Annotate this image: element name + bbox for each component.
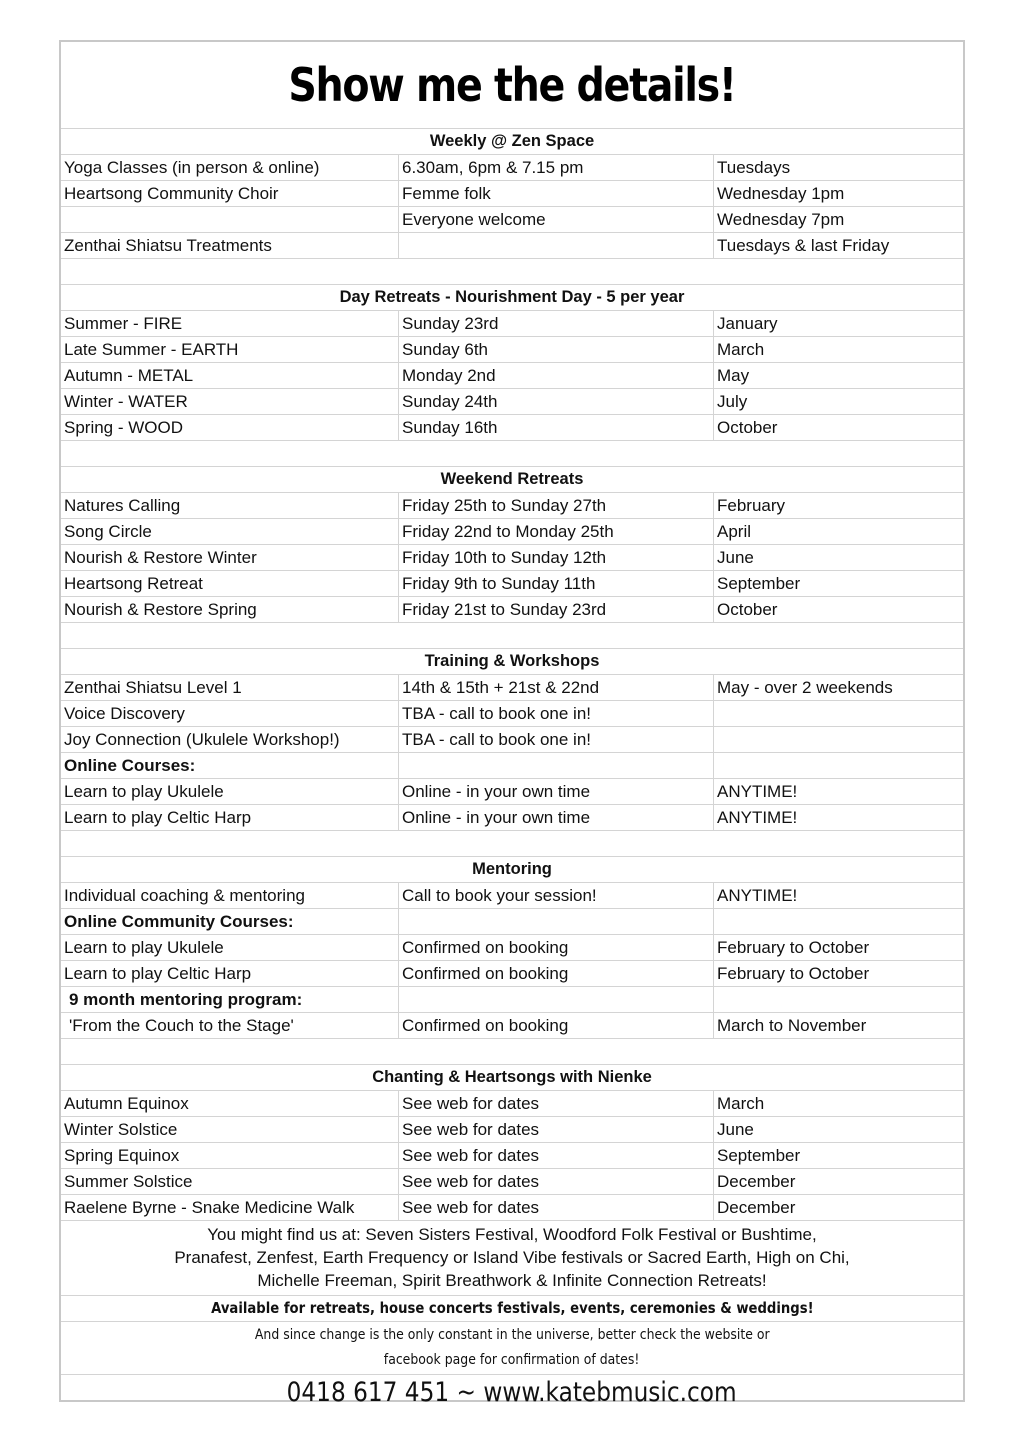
date-cell: Everyone welcome — [399, 207, 714, 232]
activity-cell: Voice Discovery — [61, 701, 399, 726]
activity-cell: Song Circle — [61, 519, 399, 544]
schedule-sheet — [59, 40, 965, 1408]
date-cell: Friday 9th to Sunday 11th — [399, 571, 714, 596]
availability-text: Available for retreats, house concerts festivals, events, ceremonies & weddings! — [210, 1299, 814, 1317]
date-cell: Monday 2nd — [399, 363, 714, 388]
activity-cell: Nourish & Restore Spring — [61, 597, 399, 622]
date-cell: Sunday 6th — [399, 337, 714, 362]
when-cell: February to October — [717, 964, 870, 983]
activity-cell: Learn to play Ukulele — [61, 935, 399, 960]
section-heading: Chanting & Heartsongs with Nienke — [61, 1064, 963, 1090]
table-row — [61, 388, 963, 414]
activity-cell: Spring - WOOD — [61, 415, 399, 440]
table-row — [61, 518, 963, 544]
when-cell: February to October — [717, 938, 870, 957]
when-cell: October — [717, 600, 778, 619]
activity-cell: Summer Solstice — [61, 1169, 399, 1194]
when-cell: September — [717, 1146, 801, 1165]
festival-line: Pranafest, Zenfest, Earth Frequency or Island Vibe festivals or Sacred Earth, High on Chi, — [174, 1248, 850, 1267]
table-row — [61, 934, 963, 960]
when-cell: December — [717, 1172, 796, 1191]
activity-cell: Autumn Equinox — [61, 1091, 399, 1116]
date-cell: Sunday 23rd — [399, 311, 714, 336]
when-cell: Wednesday 7pm — [717, 210, 845, 229]
availability-note — [61, 1295, 963, 1321]
when-cell: ANYTIME! — [717, 808, 798, 827]
change-notice — [61, 1321, 963, 1374]
contact-text: 0418 617 451 ~ www.katebmusic.com — [287, 1377, 737, 1408]
date-cell: Confirmed on booking — [399, 1013, 714, 1038]
section-heading: Day Retreats - Nourishment Day - 5 per year — [61, 284, 963, 310]
date-cell: See web for dates — [399, 1143, 714, 1168]
when-cell — [714, 987, 963, 1012]
contact-line — [61, 1374, 963, 1412]
section-heading: Weekly @ Zen Space — [61, 128, 963, 154]
section-heading: Training & Workshops — [61, 648, 963, 674]
activity-cell: Learn to play Celtic Harp — [61, 961, 399, 986]
when-cell: February — [717, 496, 786, 515]
date-cell: Confirmed on booking — [399, 935, 714, 960]
activity-cell: Heartsong Community Choir — [61, 181, 399, 206]
table-row — [61, 180, 963, 206]
table-row — [61, 986, 963, 1012]
date-cell — [399, 233, 714, 258]
table-row — [61, 1012, 963, 1038]
table-row — [61, 154, 963, 180]
when-cell: January — [717, 314, 778, 333]
when-cell: October — [717, 418, 778, 437]
table-row — [61, 336, 963, 362]
spacer-row — [61, 258, 963, 284]
when-cell: Wednesday 1pm — [717, 184, 845, 203]
activity-cell: Learn to play Celtic Harp — [61, 805, 399, 830]
date-cell: Friday 22nd to Monday 25th — [399, 519, 714, 544]
date-cell: 6.30am, 6pm & 7.15 pm — [399, 155, 714, 180]
table-row — [61, 596, 963, 622]
when-cell: May — [717, 366, 750, 385]
table-row — [61, 232, 963, 258]
table-row — [61, 960, 963, 986]
date-cell — [399, 753, 714, 778]
table-row — [61, 1090, 963, 1116]
table-row — [61, 752, 963, 778]
table-row — [61, 414, 963, 440]
date-cell: Online - in your own time — [399, 805, 714, 830]
table-row — [61, 1168, 963, 1194]
when-cell — [714, 727, 963, 752]
activity-cell: Joy Connection (Ukulele Workshop!) — [61, 727, 399, 752]
table-row — [61, 362, 963, 388]
when-cell: March — [717, 1094, 765, 1113]
table-row — [61, 1194, 963, 1220]
date-cell: Sunday 24th — [399, 389, 714, 414]
activity-cell: Summer - FIRE — [61, 311, 399, 336]
table-row — [61, 1116, 963, 1142]
activity-cell: Late Summer - EARTH — [61, 337, 399, 362]
date-cell: TBA - call to book one in! — [399, 727, 714, 752]
when-cell: Tuesdays — [717, 158, 791, 177]
activity-cell: Autumn - METAL — [61, 363, 399, 388]
table-row — [61, 674, 963, 700]
activity-cell: 9 month mentoring program: — [61, 987, 399, 1012]
when-cell: June — [717, 548, 754, 567]
date-cell: Call to book your session! — [399, 883, 714, 908]
table-row — [61, 310, 963, 336]
festival-line: Michelle Freeman, Spirit Breathwork & Infinite Connection Retreats! — [257, 1271, 767, 1290]
activity-cell: Zenthai Shiatsu Treatments — [61, 233, 399, 258]
activity-cell: Online Courses: — [61, 753, 399, 778]
when-cell: ANYTIME! — [717, 782, 798, 801]
activity-cell: Yoga Classes (in person & online) — [61, 155, 399, 180]
activity-cell: Zenthai Shiatsu Level 1 — [61, 675, 399, 700]
date-cell — [399, 909, 714, 934]
table-row — [61, 206, 963, 232]
date-cell: See web for dates — [399, 1117, 714, 1142]
table-row — [61, 778, 963, 804]
when-cell: March — [717, 340, 765, 359]
table-row — [61, 882, 963, 908]
spacer-row — [61, 1038, 963, 1064]
date-cell: Friday 25th to Sunday 27th — [399, 493, 714, 518]
activity-cell — [61, 207, 399, 232]
date-cell: Femme folk — [399, 181, 714, 206]
activity-cell: Online Community Courses: — [61, 909, 399, 934]
date-cell — [399, 987, 714, 1012]
when-cell — [714, 753, 963, 778]
table-row — [61, 804, 963, 830]
date-cell: See web for dates — [399, 1169, 714, 1194]
table-row — [61, 700, 963, 726]
activity-cell: Natures Calling — [61, 493, 399, 518]
when-cell: March to November — [717, 1016, 867, 1035]
festival-line: You might find us at: Seven Sisters Festival, Woodford Folk Festival or Bushtime, — [207, 1225, 817, 1244]
when-cell: Tuesdays & last Friday — [717, 236, 890, 255]
date-cell: Confirmed on booking — [399, 961, 714, 986]
schedule-table — [61, 128, 963, 1220]
when-cell: June — [717, 1120, 754, 1139]
date-cell: TBA - call to book one in! — [399, 701, 714, 726]
table-row — [61, 1142, 963, 1168]
date-cell: 14th & 15th + 21st & 22nd — [399, 675, 714, 700]
table-row — [61, 908, 963, 934]
activity-cell: Heartsong Retreat — [61, 571, 399, 596]
activity-cell: Learn to play Ukulele — [61, 779, 399, 804]
when-cell — [714, 909, 963, 934]
table-row — [61, 492, 963, 518]
date-cell: Friday 10th to Sunday 12th — [399, 545, 714, 570]
when-cell: July — [717, 392, 748, 411]
spacer-row — [61, 830, 963, 856]
activity-cell: Individual coaching & mentoring — [61, 883, 399, 908]
festival-list — [61, 1220, 963, 1295]
when-cell: September — [717, 574, 801, 593]
activity-cell: Winter Solstice — [61, 1117, 399, 1142]
activity-cell: Nourish & Restore Winter — [61, 545, 399, 570]
when-cell: May - over 2 weekends — [717, 678, 893, 697]
when-cell — [714, 701, 963, 726]
table-row — [61, 544, 963, 570]
when-cell: December — [717, 1198, 796, 1217]
change-notice-line: And since change is the only constant in the universe, better check the website or — [254, 1327, 770, 1343]
spacer-row — [61, 440, 963, 466]
date-cell: Friday 21st to Sunday 23rd — [399, 597, 714, 622]
activity-cell: 'From the Couch to the Stage' — [61, 1013, 399, 1038]
table-row — [61, 726, 963, 752]
section-heading: Weekend Retreats — [61, 466, 963, 492]
date-cell: Online - in your own time — [399, 779, 714, 804]
table-row — [61, 570, 963, 596]
activity-cell: Spring Equinox — [61, 1143, 399, 1168]
spacer-row — [61, 622, 963, 648]
change-notice-line: facebook page for confirmation of dates! — [384, 1352, 640, 1368]
date-cell: See web for dates — [399, 1091, 714, 1116]
date-cell: Sunday 16th — [399, 415, 714, 440]
activity-cell: Raelene Byrne - Snake Medicine Walk — [61, 1195, 399, 1220]
page-title: Show me the details! — [288, 58, 736, 112]
section-heading: Mentoring — [61, 856, 963, 882]
date-cell: See web for dates — [399, 1195, 714, 1220]
activity-cell: Winter - WATER — [61, 389, 399, 414]
when-cell: April — [717, 522, 752, 541]
when-cell: ANYTIME! — [717, 886, 798, 905]
